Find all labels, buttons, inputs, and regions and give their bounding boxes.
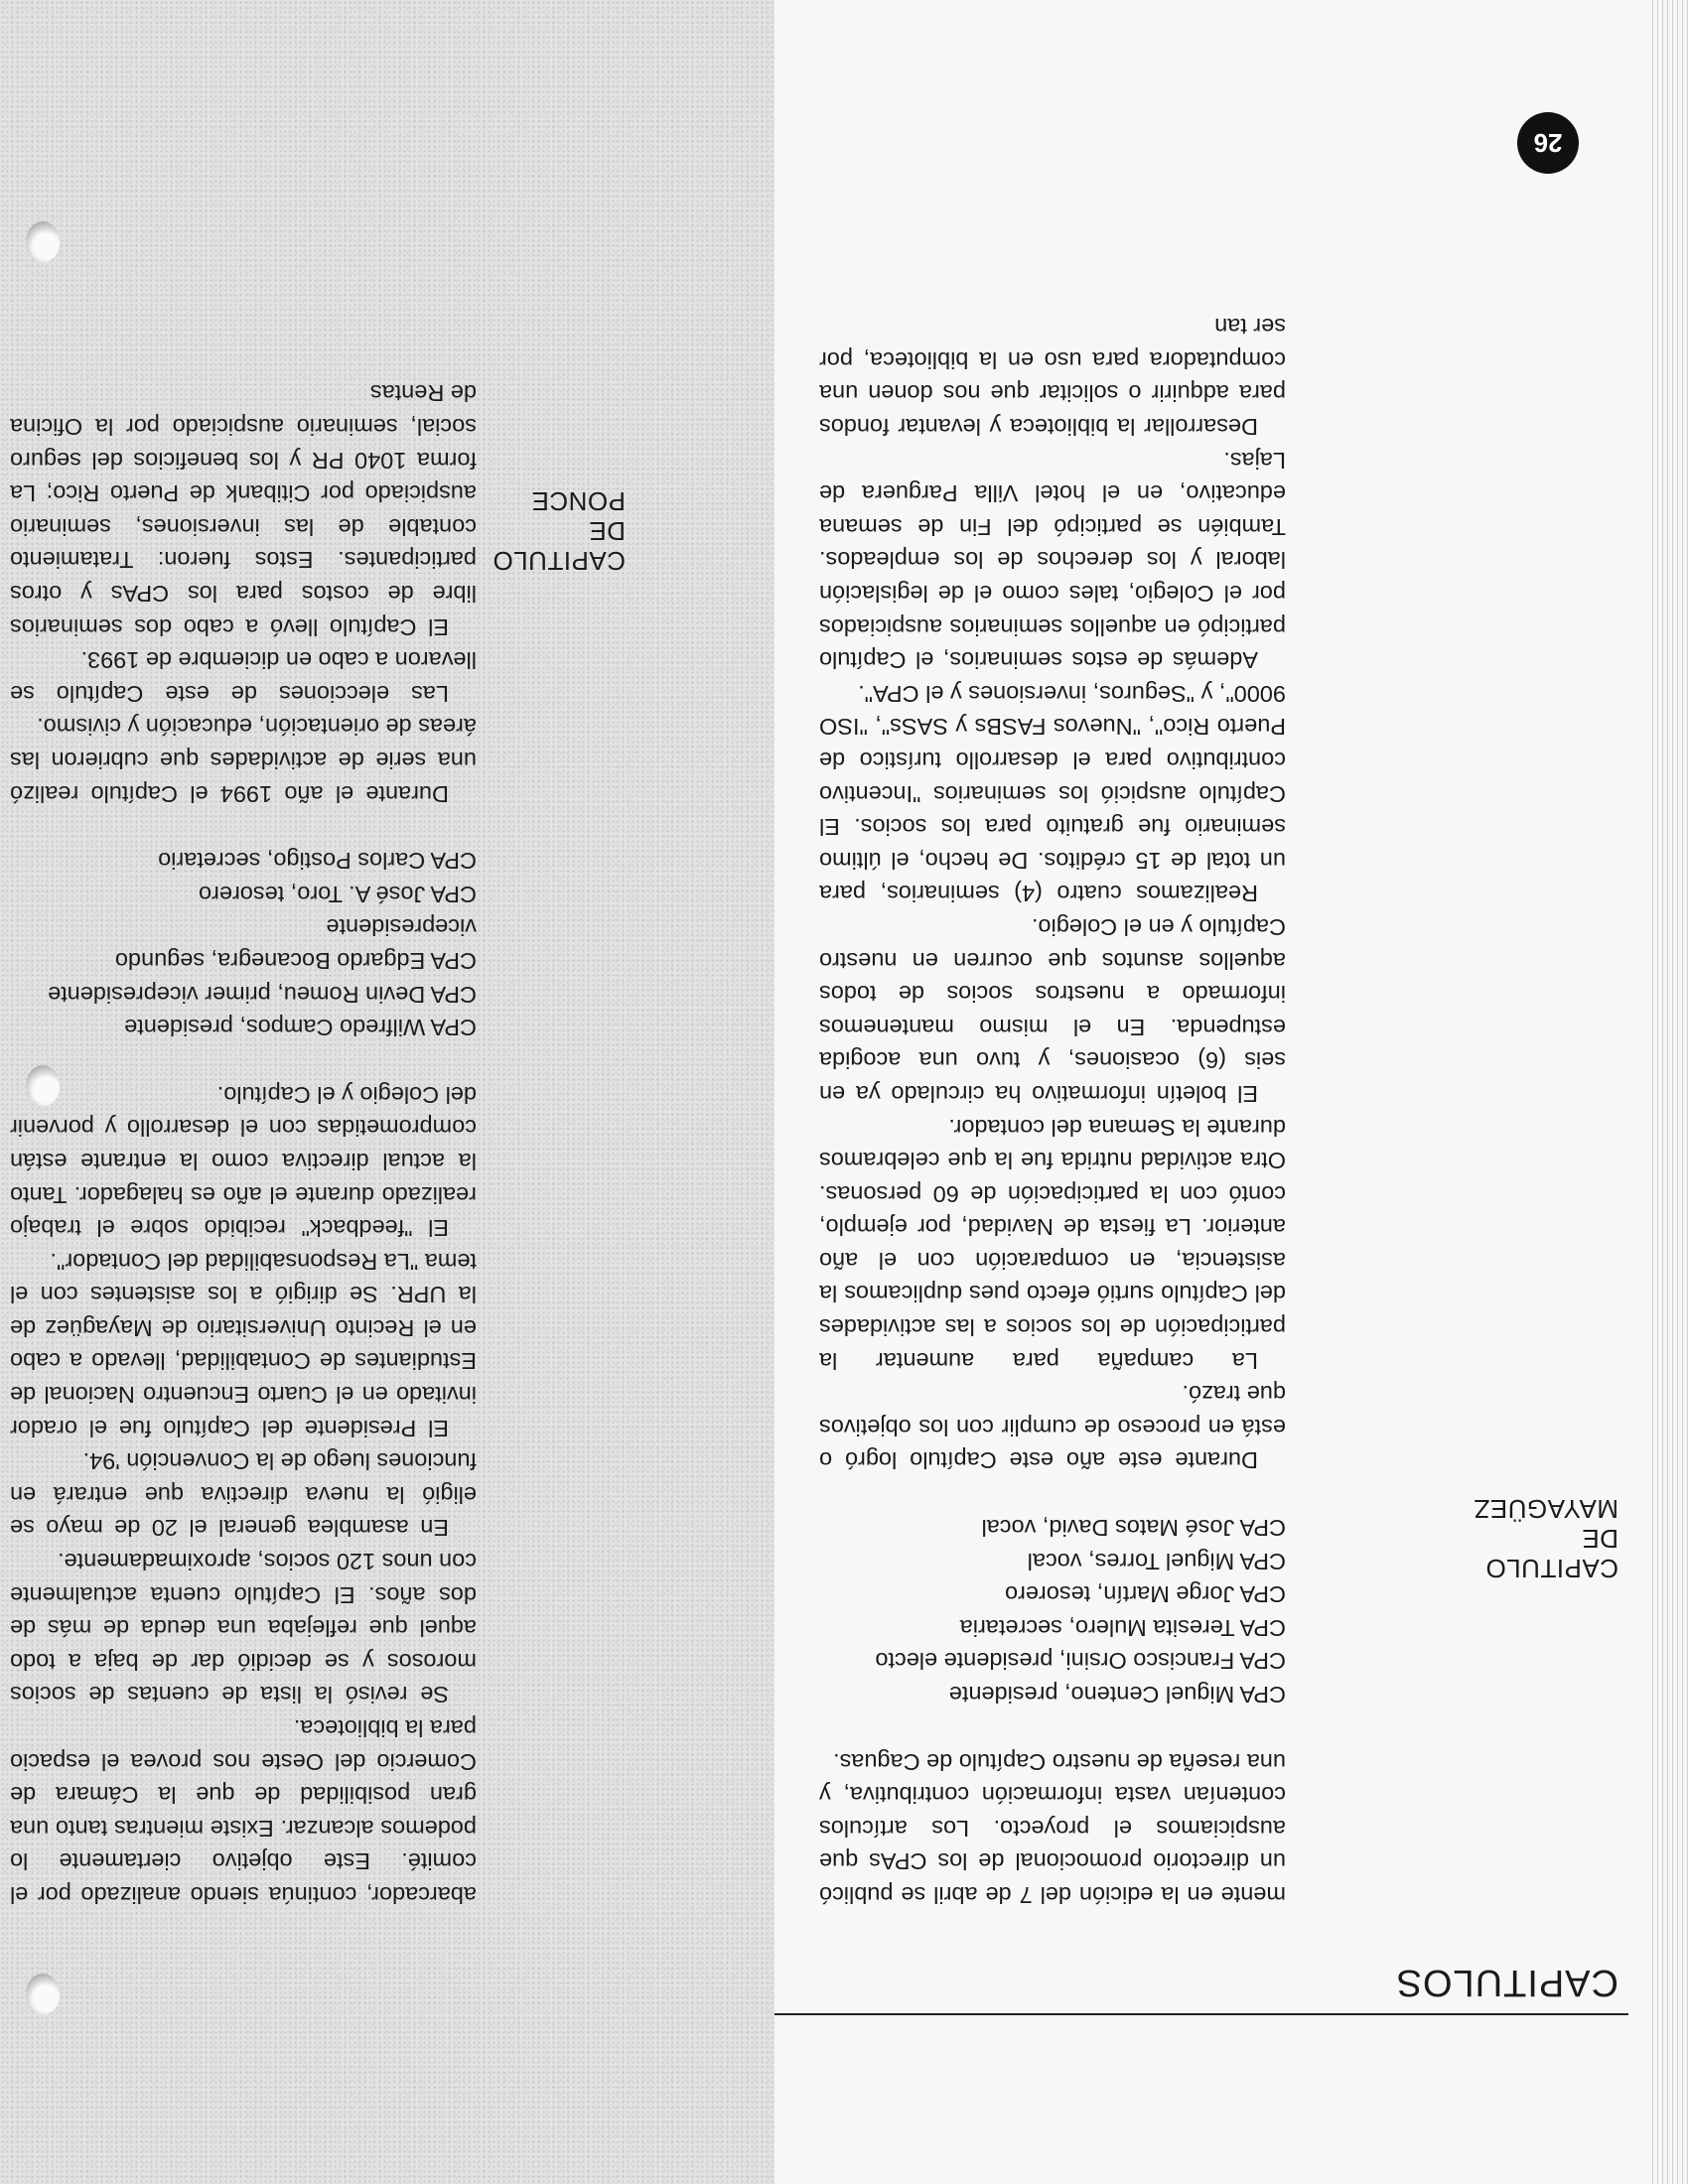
mayaguez-paragraph: Realizamos cuatro (4) seminarios, para un total de 15 créditos. De hecho, el último seminario fue gratuito para los socios. El Capítulo auspició los seminarios "Incentivo contributivo para el desarrollo turístico de Puerto Rico", "Nuevos FASBs y SASs", "ISO 9000", y "Seguros, inversiones y el CPA". xyxy=(819,680,1286,907)
mayaguez-continued-paragraph: El "feedback" recibido sobre el trabajo realizado durante el año es halagador. Tanto la actual directiva como la entrante están comprometidas con el desarrollo y porvenir del Colegio y el Capítulo. xyxy=(10,1081,477,1242)
ponce-paragraph: Durante el año 1994 el Capítulo realizó una serie de actividades que cubrieron las áreas de orientación, educación y civismo. xyxy=(10,714,477,807)
mayaguez-continued-paragraph: El Presidente del Capítulo fue el orador invitado en el Cuarto Encuentro Nacional de Estudiantes de Contabilidad, llevado a cabo en el Recinto Universitario de Mayagüez de la UPR. Se dirigió a los asistentes con el tema "La Responsabilidad del Contador". xyxy=(10,1248,477,1441)
officers-list-caguas xyxy=(819,1510,1286,1710)
binder-ring-icon xyxy=(26,221,60,263)
mayaguez-paragraph: El boletín informativo ha circulado ya en seis (6) ocasiones, y tuvo una acogida estupenda. En el mismo mantenemos informado a nuestros socios de todos aquellos asuntos que ocurren en nuestro Capítulo y en el Colegio. xyxy=(819,913,1286,1107)
officer-item: CPA Devin Romeu, primer vicepresidente xyxy=(48,981,477,1008)
mayaguez-paragraph: Desarrollar la biblioteca y levantar fondos para adquirir o solicitar que nos donen una computadora para uso en la biblioteca, por ser tan xyxy=(819,314,1286,441)
ponce-paragraph: Las elecciones de este Capítulo se llevaron a cabo en diciembre de 1993. xyxy=(10,647,477,707)
officer-item: CPA Carlos Postigo, secretario xyxy=(158,848,477,875)
ponce-paragraph: El Capítulo llevó a cabo dos seminarios libre de costos para los CPAs y otros participantes. Estos fueron: Tratamiento contable de las inversiones, seminario auspiciado por Citibank de Puerto Rico; La forma 1040 PR y los beneficios del seguro social, seminario auspiciado por la Oficina de Rentas xyxy=(10,380,477,640)
officers-list-mayaguez xyxy=(10,844,477,1044)
header-rule xyxy=(774,2013,1628,2015)
page-number-badge: 26 xyxy=(1517,112,1579,174)
officer-item: CPA Edgardo Bocanegra, segundo vicepresidente xyxy=(114,914,477,974)
mayaguez-continued-paragraph: abarcador, continúa siendo analizado por el comité. Este objetivo ciertamente lo podemos alcanzar. Existe mientras tanto una gran posibilidad de que la Cámara de Comercio del Oeste nos provea el espacio para la biblioteca. xyxy=(10,1715,477,1908)
officer-item: CPA Teresita Mulero, secretaria xyxy=(959,1614,1286,1641)
mayaguez-paragraph: La campaña para aumentar la participación de los socios a las actividades del Capítulo surtió efecto pues duplicamos la asistencia, en comparación con el año anterior. La fiesta de Navidad, por ejemplo, contó con la participación de 60 personas. Otra actividad nutrida fue la que celebramos durante la Semana del contador. xyxy=(819,1114,1286,1374)
column-left xyxy=(819,310,1286,1911)
intro-paragraph: mente en la edición del 7 de abril se publicó un directorio promocional de los CPAs que auspiciamos el proyecto. Los artículos contenían vasta información contributiva, y una reseña de nuestro Capítulo de Caguas. xyxy=(819,1748,1286,1908)
chapter-heading-mayaguez: CAPITULO DE MAYAGÜEZ xyxy=(1473,1494,1618,1583)
mayaguez-paragraph: Además de estos seminarios, el Capítulo participó en aquellos seminarios auspiciados por el Colegio, tales como el de legislación laboral y los derechos de los empleados. También se participó del Fin de semana educativo, en el hotel Villa Parguera de Lajas. xyxy=(819,447,1286,674)
officer-item: CPA Miguel Torres, vocal xyxy=(1027,1548,1286,1574)
mayaguez-continued-paragraph: En asamblea general el 20 de mayo se eligió la nueva directiva que entrará en funciones luego de la Convención '94. xyxy=(10,1448,477,1542)
column-right xyxy=(10,376,477,1911)
binding-edge xyxy=(1648,0,1688,2184)
officer-item: CPA José Matos David, vocal xyxy=(981,1515,1286,1542)
chapter-heading-ponce: CAPITULO DE PONCE xyxy=(492,486,626,576)
officer-item: CPA Jorge Martín, tesorero xyxy=(1005,1581,1286,1608)
officer-item: CPA José A. Toro, tesorero xyxy=(199,881,477,907)
binder-ring-icon xyxy=(26,1974,60,2015)
officer-item: CPA Wilfredo Campos, presidente xyxy=(124,1015,477,1041)
binder-ring-icon xyxy=(26,1065,60,1107)
officer-item: CPA Miguel Centeno, presidente xyxy=(948,1682,1286,1708)
mayaguez-paragraph: Durante este año este Capítulo logró o está en proceso de cumplir con los objetivos que trazó. xyxy=(819,1381,1286,1474)
officer-item: CPA Francisco Orsini, presidente electo xyxy=(875,1648,1286,1675)
section-title: CAPITULOS xyxy=(1395,1962,1618,2003)
mayaguez-continued-paragraph: Se revisó la lista de cuentas de socios morosos y se decidió dar de baja a todo aquel que reflejaba una deuda de más de dos años. El Capítulo cuenta actualmente con unos 120 socios, aproximadamente. xyxy=(10,1549,477,1708)
